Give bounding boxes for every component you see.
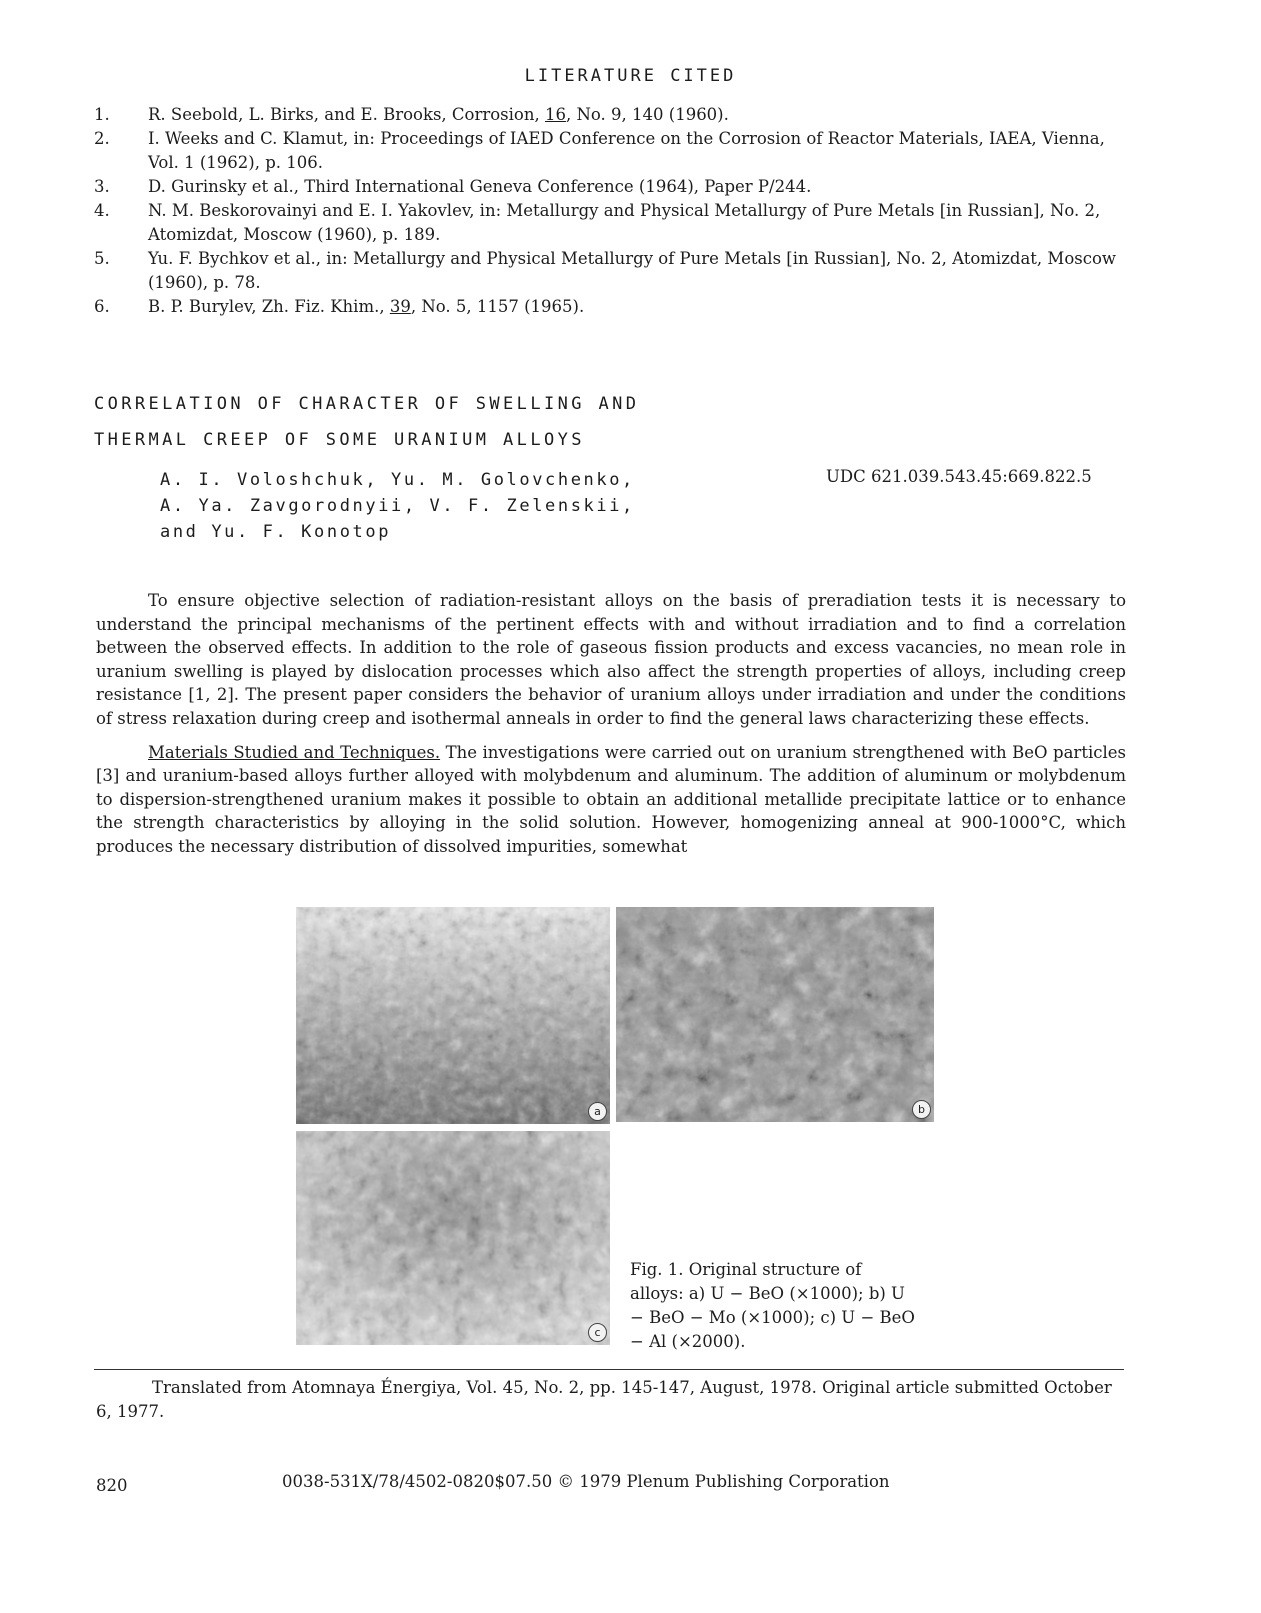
- reference-text: R. Seebold, L. Birks, and E. Brooks, Corrosion, 16, No. 9, 140 (1960).: [148, 105, 729, 124]
- literature-cited-heading: LITERATURE CITED: [524, 66, 737, 86]
- reference-text: D. Gurinsky et al., Third International Geneva Conference (1964), Paper P/244.: [148, 177, 812, 196]
- reference-list: [94, 103, 1134, 319]
- author-list: [160, 467, 635, 545]
- reference-number: 6.: [94, 297, 110, 316]
- micrograph-a-image: [296, 907, 610, 1124]
- reference-item: [94, 175, 1134, 199]
- reference-item: [94, 103, 1134, 127]
- reference-number: 4.: [94, 201, 110, 220]
- body-paragraph: [96, 741, 1126, 859]
- body-paragraph: To ensure objective selection of radiation-resistant alloys on the basis of preradiation tests it is necessary to understand the principal mechanisms of the pertinent effects with and without irradiation and to find a correlation between the observed effects. In addition to the role of gaseous fission products and excess vacancies, no mean role in uranium swelling is played by dislocation processes which also affect the strength properties of alloys, including creep resistance [1, 2]. The present paper considers the behavior of uranium alloys under irradiation and under the conditions of stress relaxation during creep and isothermal anneals in order to find the general laws characterizing these effects.: [96, 591, 1126, 728]
- reference-text: Yu. F. Bychkov et al., in: Metallurgy and Physical Metallurgy of Pure Metals [in Russian], No. 2, Atomizdat, Moscow (1960), p. 78.: [148, 249, 1117, 292]
- article-body: [96, 589, 1126, 869]
- section-heading: Materials Studied and Techniques.: [148, 742, 441, 762]
- article-title: [94, 386, 639, 458]
- reference-number: 3.: [94, 177, 110, 196]
- page-number: 820: [96, 1476, 128, 1495]
- reference-text: I. Weeks and C. Klamut, in: Proceedings of IAED Conference on the Corrosion of Reactor Materials, IAEA, Vienna, Vol. 1 (1962), p. 106.: [148, 129, 1105, 172]
- paragraph-text: The investigations were carried out on uranium strengthened with BeO particles [3] and uranium-based alloys further alloyed with molybdenum and aluminum. The addition of aluminum or molybdenum to dispersion-strengthened uranium makes it possible to obtain an additional metallide precipitate lattice or to enhance the strength characteristics by alloying in the solid solution. However, homogenizing anneal at 900-1000°C, which produces the necessary distribution of dissolved impurities, somewhat: [96, 742, 1126, 856]
- reference-item: [94, 199, 1134, 247]
- author-line: A. Ya. Zavgorodnyii, V. F. Zelenskii,: [160, 496, 635, 516]
- micrograph-a: [296, 907, 610, 1124]
- panel-label: c: [588, 1323, 607, 1342]
- figure-caption: Fig. 1. Original structure of alloys: a) U − BeO (×1000); b) U − BeO − Mo (×1000); c) U − BeO − Al (×2000).: [630, 1260, 915, 1351]
- reference-text: N. M. Beskorovainyi and E. I. Yakovlev, in: Metallurgy and Physical Metallurgy of Pure Metals [in Russian], No. 2, Atomizdat, Moscow (1960), p. 189.: [148, 201, 1101, 244]
- reference-number: 1.: [94, 105, 110, 124]
- panel-label: a: [588, 1102, 607, 1121]
- copyright-line: 0038-531X/78/4502-0820$07.50 © 1979 Plenum Publishing Corporation: [282, 1472, 890, 1491]
- reference-item: [94, 295, 1134, 319]
- micrograph-b: [616, 907, 934, 1122]
- reference-item: [94, 127, 1134, 175]
- panel-label: b: [912, 1100, 931, 1119]
- translation-footnote: Translated from Atomnaya Énergiya, Vol. 45, No. 2, pp. 145-147, August, 1978. Original article submitted October 6, 1977.: [96, 1378, 1112, 1421]
- udc-code: UDC 621.039.543.45:669.822.5: [826, 467, 1092, 486]
- reference-text: B. P. Burylev, Zh. Fiz. Khim., 39, No. 5, 1157 (1965).: [148, 297, 585, 316]
- author-line: and Yu. F. Konotop: [160, 522, 392, 542]
- reference-number: 2.: [94, 129, 110, 148]
- micrograph-b-image: [616, 907, 934, 1122]
- article-title-line: CORRELATION OF CHARACTER OF SWELLING AND: [94, 394, 640, 414]
- author-line: A. I. Voloshchuk, Yu. M. Golovchenko,: [160, 470, 635, 490]
- reference-number: 5.: [94, 249, 110, 268]
- micrograph-c-image: [296, 1131, 610, 1345]
- micrograph-c: [296, 1131, 610, 1345]
- article-title-line: THERMAL CREEP OF SOME URANIUM ALLOYS: [94, 430, 585, 450]
- reference-item: [94, 247, 1134, 295]
- footnote-divider: [94, 1369, 1124, 1370]
